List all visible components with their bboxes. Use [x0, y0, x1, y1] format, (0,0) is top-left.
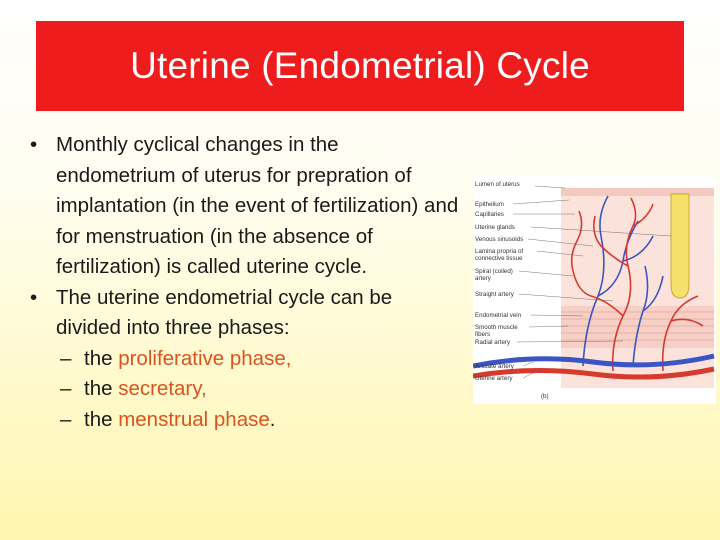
sub-item-suffix: , — [200, 377, 207, 400]
dash-marker: – — [60, 407, 72, 431]
label-spiral-artery: Spiral (coiled) — [475, 268, 513, 275]
slide-content — [30, 130, 460, 435]
bullet-text: Monthly cyclical changes in the endometrium of uterus for prepration of implantation (in the event of fertilization) and for menstruation (in the absence of fertilization) is called uterine cycle. — [56, 133, 459, 278]
endometrium-diagram — [473, 176, 716, 404]
label-uterine-glands: Uterine glands — [475, 224, 515, 231]
bullet-item-2 — [30, 283, 460, 344]
label-connective-tissue: connective tissue — [475, 255, 523, 262]
panel-label: (b) — [541, 393, 549, 400]
label-capillaries: Capillaries — [475, 211, 504, 218]
label-venous-sinusoids: Venous sinusoids — [475, 236, 524, 243]
sub-item-secretary — [30, 374, 460, 405]
sub-item-menstrual — [30, 405, 460, 436]
slide-title: Uterine (Endometrial) Cycle — [130, 45, 590, 86]
label-uterine-artery: Uterine artery — [475, 375, 513, 382]
dash-marker: – — [60, 377, 72, 400]
phase-name: menstrual phase — [118, 407, 270, 431]
label-arcuate-artery: Arcuate artery — [475, 363, 514, 370]
label-lumen: Lumen of uterus — [475, 181, 520, 188]
bullet-marker: • — [30, 133, 38, 156]
sub-item-prefix: the — [84, 407, 119, 431]
bullet-text: The uterine endometrial cycle can be divided into three phases: — [56, 285, 393, 339]
label-endometrial-vein: Endometrial vein — [475, 312, 522, 319]
label-epithelium: Epithelium — [475, 201, 504, 208]
sub-item-suffix: , — [285, 346, 292, 370]
endometrium-illustration — [473, 176, 716, 404]
sub-item-prefix: the — [84, 377, 119, 400]
dash-marker: – — [60, 346, 72, 370]
label-straight-artery: Straight artery — [475, 291, 514, 298]
phase-name: proliferative phase — [118, 346, 286, 370]
bullet-marker: • — [30, 285, 38, 309]
sub-item-prefix: the — [84, 346, 119, 370]
label-spiral-artery-2: artery — [475, 275, 491, 282]
label-smooth-muscle: Smooth muscle — [475, 324, 518, 331]
epithelium-layer — [561, 188, 714, 196]
phase-name: secretary — [118, 377, 201, 400]
title-bar — [36, 21, 684, 111]
label-radial-artery: Radial artery — [475, 339, 511, 346]
sub-item-proliferative — [30, 344, 460, 375]
bullet-item-1 — [30, 130, 460, 283]
sub-item-suffix: . — [269, 407, 276, 431]
label-fibers: fibers — [475, 331, 491, 338]
label-lamina-propria: Lamina propria of — [475, 248, 524, 255]
uterine-gland — [671, 194, 689, 298]
